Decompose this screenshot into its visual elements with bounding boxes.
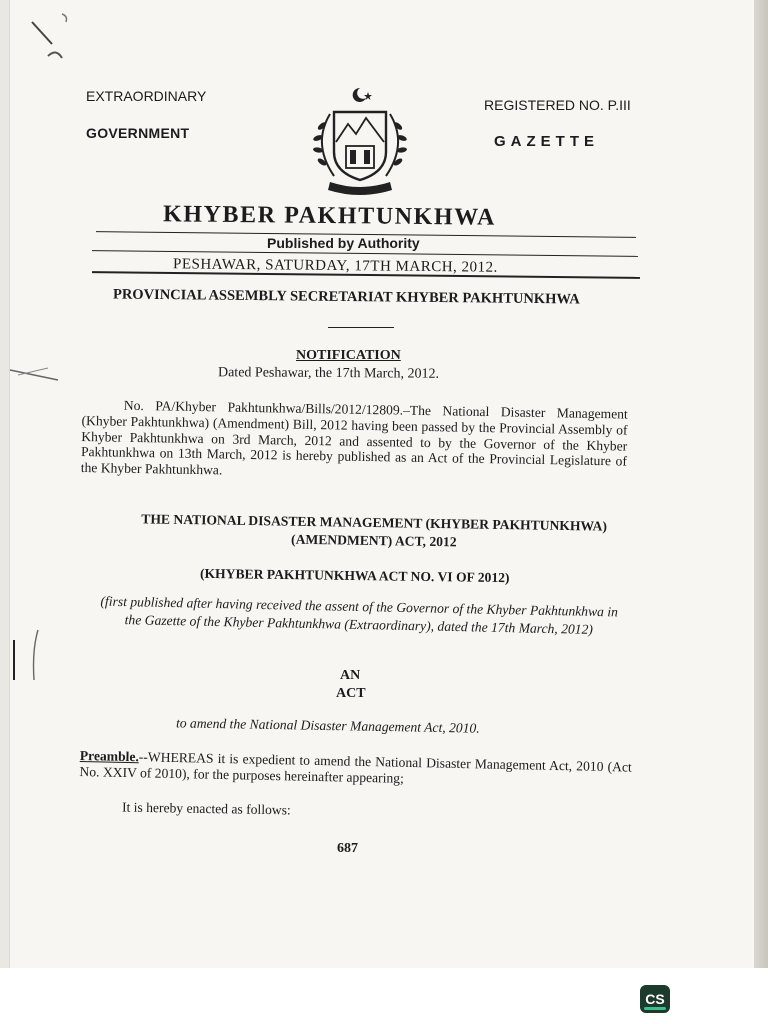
header-extraordinary: EXTRAORDINARY [86, 88, 207, 104]
header-registered-no: REGISTERED NO. P.III [484, 97, 631, 113]
act-heading: ACT [336, 686, 366, 701]
scan-mark-icon [22, 4, 82, 74]
divider [328, 327, 394, 328]
preamble-text: --WHEREAS it is expedient to amend the National Disaster Management Act, 2010 (Act No. XXIV of 2010), for the purposes hereinafter appearing; [79, 749, 632, 786]
act-purpose: to amend the National Disaster Management Act, 2010. [175, 715, 480, 736]
notification-body [81, 397, 628, 486]
published-by-authority: Published by Authority [267, 235, 420, 251]
notification-body-text: No. PA/Khyber Pakhtunkhwa/Bills/2012/12809.–The National Disaster Management (Khyber Pakhtunkhwa) (Amendment) Bill, 2012 having been passed by the Provincial Assembly of Khyber Pakhtunkhwa on 3rd March, 2012 and assented to by the Governor of the Khyber Pakhtunkhwa on 13th March, 2012 is hereby published as an Act of the Provincial Legislature of the Khyber Pakhtunkhwa. [80, 397, 628, 478]
first-published-note: (first published after having received the assent of the Governor of the Khyber Pakhtunkhwa in the Gazette of the Khyber Pakhtunkhwa (Extraordinary), dated the 17th March, 2012) [100, 593, 619, 637]
preamble-label: Preamble. [79, 748, 140, 765]
gazette-masthead-title: KHYBER PAKHTUNKHWA [162, 201, 497, 231]
act-number: (KHYBER PAKHTUNKHWA ACT NO. VI OF 2012) [199, 565, 510, 586]
header-government: GOVERNMENT [86, 125, 190, 141]
scan-mark-icon [8, 320, 68, 390]
page-number: 687 [337, 841, 358, 856]
camscanner-logo-bar [644, 1007, 666, 1010]
camscanner-logo-text: CS [645, 991, 665, 1007]
khyber-pakhtunkhwa-emblem-icon [300, 86, 420, 198]
page-edge [754, 0, 768, 1024]
secretariat-heading: PROVINCIAL ASSEMBLY SECRETARIAT KHYBER PAKHTUNKHWA [112, 286, 580, 308]
camscanner-logo-icon [640, 985, 670, 1013]
gazette-dateline: PESHAWAR, SATURDAY, 17TH MARCH, 2012. [172, 256, 498, 276]
act-title: THE NATIONAL DISASTER MANAGEMENT (KHYBER PAKHTUNKHWA) (AMENDMENT) ACT, 2012 [141, 511, 608, 550]
notification-heading: NOTIFICATION [296, 348, 401, 363]
an-heading: AN [340, 668, 361, 683]
header-gazette: GAZETTE [494, 133, 599, 150]
scan-mark-icon [8, 620, 78, 690]
enacting-clause: It is hereby enacted as follows: [121, 799, 291, 818]
notification-date: Dated Peshawar, the 17th March, 2012. [217, 365, 440, 382]
